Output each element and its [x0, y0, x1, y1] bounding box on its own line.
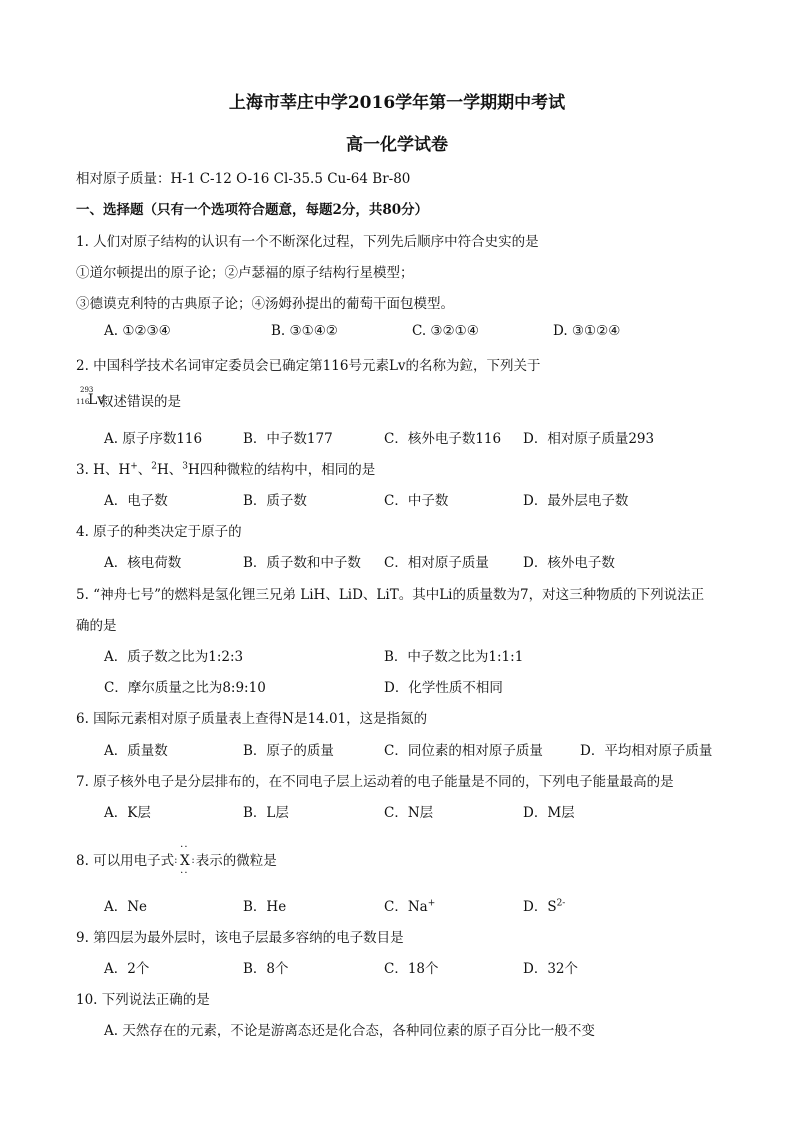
q2-option-d: D．相对原子质量293	[523, 431, 655, 447]
q3-stem-rest: H四种微粒的结构中，相同的是	[188, 462, 376, 478]
q3-plus: +	[130, 461, 138, 472]
q8-option-c-text: C．Na	[384, 899, 428, 915]
q1-option-b: B. ③①④②	[271, 323, 338, 339]
q9-option-b: B．8个	[243, 961, 289, 977]
q6-option-d: D．平均相对原子质量	[580, 743, 713, 759]
q3-sep: 、	[137, 462, 152, 478]
q9-stem: 9. 第四层为最外层时，该电子层最多容纳的电子数目是	[76, 930, 404, 946]
q6-option-a: A．质量数	[104, 743, 168, 759]
q4-option-a: A．核电荷数	[104, 555, 182, 571]
q5-option-b: B．中子数之比为1:1:1	[384, 649, 524, 665]
electron-dots-top: ··	[180, 842, 189, 853]
electron-dot-symbol: X	[180, 853, 190, 869]
q1-option-a: A. ①②③④	[104, 323, 171, 339]
electron-dots-left: :	[174, 855, 179, 866]
q1-stem: 1. 人们对原子结构的认识有一个不断深化过程，下列先后顺序中符合史实的是	[76, 234, 539, 250]
q2-option-a: A. 原子序数116	[104, 431, 203, 447]
q7-option-d: D．M层	[523, 805, 575, 821]
q6-option-b: B．原子的质量	[243, 743, 334, 759]
q3-option-a: A．电子数	[104, 493, 168, 509]
electron-dot-formula	[174, 842, 196, 879]
q5-stem: 5. “神舟七号”的燃料是氢化锂三兄弟 LiH、LiD、LiT。其中Li的质量数为7，对这三种物质的下列说法正	[76, 587, 705, 603]
atomic-masses: 相对原子质量：H-1 C-12 O-16 Cl-35.5 Cu-64 Br-80	[76, 171, 411, 187]
q6-stem: 6. 国际元素相对原子质量表上查得N是14.01，这是指氮的	[76, 711, 428, 727]
lv-mass-number: 293	[80, 386, 94, 394]
q7-option-c: C．N层	[384, 805, 434, 821]
q8-option-b: B．He	[243, 899, 287, 915]
q3-option-c: C．中子数	[384, 493, 449, 509]
q3-sup3: 3	[182, 461, 189, 472]
electron-dots-bottom: ··	[180, 868, 189, 879]
q5-option-a: A．质子数之比为1:2:3	[104, 649, 244, 665]
q9-option-d: D．32个	[523, 961, 579, 977]
q4-stem: 4. 原子的种类决定于原子的	[76, 524, 242, 540]
s-charge: 2-	[556, 898, 566, 909]
section-heading: 一、选择题（只有一个选项符合题意，每题2分，共80分）	[76, 202, 429, 218]
lv-nuclide	[76, 386, 106, 410]
exam-title: 上海市莘庄中学2016学年第一学期期中考试	[228, 93, 566, 113]
q2-stem: 2. 中国科学技术名词审定委员会已确定第116号元素Lv的名称为鉝，下列关于	[76, 358, 541, 374]
q8-option-a: A．Ne	[104, 899, 148, 915]
q10-stem: 10. 下列说法正确的是	[76, 992, 210, 1008]
q3-option-b: B．质子数	[243, 493, 307, 509]
q8-stem	[76, 842, 277, 879]
lv-symbol: Lv	[88, 392, 106, 408]
q4-option-c: C．相对原子质量	[384, 555, 489, 571]
q8-option-d	[523, 895, 565, 915]
exam-subtitle: 高一化学试卷	[346, 135, 448, 155]
q8-stem-suffix: 表示的微粒是	[195, 853, 277, 869]
q4-option-d: D．核外电子数	[523, 555, 615, 571]
q4-option-b: B．质子数和中子数	[243, 555, 361, 571]
lv-atomic-number: 116	[76, 398, 90, 406]
q8-stem-prefix: 8. 可以用电子式	[76, 853, 175, 869]
q5-option-d: D．化学性质不相同	[384, 680, 503, 696]
q2-line2: 叙述错误的是	[100, 394, 181, 410]
q8-option-d-text: D．S	[523, 899, 557, 915]
q3-stem	[76, 458, 375, 478]
q3-option-d: D．最外层电子数	[523, 493, 629, 509]
q2-option-b: B．中子数177	[243, 431, 333, 447]
q5-line2: 确的是	[76, 618, 117, 634]
q10-option-a: A. 天然存在的元素，不论是游离态还是化合态，各种同位素的原子百分比一般不变	[104, 1023, 595, 1039]
q6-option-c: C．同位素的相对原子质量	[384, 743, 543, 759]
q3-stem-prefix: 3. H、H	[76, 462, 131, 478]
q1-line3: ③德谟克利特的古典原子论；④汤姆孙提出的葡萄干面包模型。	[76, 296, 454, 312]
q3-h2: H、	[157, 462, 183, 478]
q2-line2-wrap	[76, 386, 181, 410]
q7-option-b: B．L层	[243, 805, 289, 821]
q8-option-c	[384, 895, 435, 915]
q1-option-c: C. ③②①④	[412, 323, 479, 339]
electron-dots-right: :	[191, 855, 196, 866]
q9-option-a: A．2个	[104, 961, 150, 977]
q2-option-c: C．核外电子数116	[384, 431, 502, 447]
q1-line2: ①道尔顿提出的原子论；②卢瑟福的原子结构行星模型；	[76, 265, 414, 281]
q7-option-a: A．K层	[104, 805, 151, 821]
q5-option-c: C．摩尔质量之比为8:9:10	[104, 680, 266, 696]
q3-sup2: 2	[151, 461, 157, 472]
q9-option-c: C．18个	[384, 961, 439, 977]
q1-option-d: D. ③①②④	[553, 323, 621, 339]
q7-stem: 7. 原子核外电子是分层排布的，在不同电子层上运动着的电子能量是不同的，下列电子能量最高的是	[76, 774, 674, 790]
na-charge: +	[427, 898, 436, 909]
